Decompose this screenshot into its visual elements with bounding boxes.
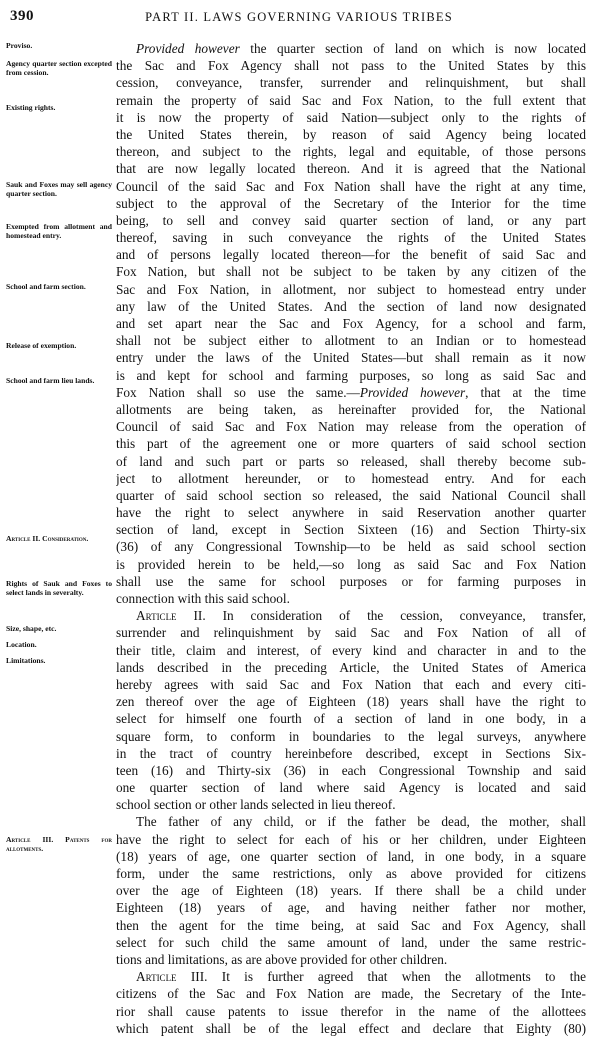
text-line: allotments are being taken, as hereinafter provided for, the National — [116, 401, 586, 417]
text-line: have the right to select anywhere in said Reservation another quarter — [116, 505, 586, 521]
text-line: Fox Nation shall so use the same.—Provided however, that at the time — [116, 384, 586, 400]
text-line: subject to the approval of the Secretary of the Interior for the time — [116, 195, 586, 211]
text-line: thereon, and subject to the rights, legal and equitable, of those persons — [116, 144, 586, 160]
proviso-lead: Provided however — [136, 41, 240, 56]
text-line: which patent shall be of the legal effect and declare that Eighty (80) — [116, 1020, 586, 1036]
text-line: of land and such part or parts so released, shall thereby become sub- — [116, 453, 586, 469]
text-line: Provided however the quarter section of land on which is now located — [136, 41, 586, 56]
running-title: PART II. LAWS GOVERNING VARIOUS TRIBES — [145, 10, 453, 24]
text-line: Sac and Fox Nation, in allotment, nor subject to homestead entry under — [116, 281, 586, 297]
margin-note: Size, shape, etc. — [6, 624, 57, 633]
body-text — [116, 40, 586, 1037]
page-number: 390 — [10, 8, 34, 24]
margin-note: Agency quarter section excepted from cession. — [6, 59, 112, 77]
text-line: Council of said Sac and Fox Nation may release from the operation of — [116, 419, 586, 435]
text-line: remain the property of said Sac and Fox Nation, to the full extent that — [116, 92, 586, 108]
text-line: quarter of said school section so released, the said National Council shall — [116, 487, 586, 503]
text-line: thereof, saving in such conveyance the rights of the United States — [116, 230, 586, 246]
text-line: is provided herein to be held,—so long as said Sac and Fox Nation — [116, 556, 586, 572]
text-line: the United States therein, by reason of said Agency being located — [116, 126, 586, 142]
margin-note: School and farm lieu lands. — [6, 376, 95, 385]
margin-note: Sauk and Foxes may sell agency quarter section. — [6, 180, 112, 198]
text-line: cession, conveyance, transfer, surrender and relinquishment, but shall — [116, 75, 586, 91]
text-line: is and kept for school and farming purposes, so long as said Sac and — [116, 367, 586, 383]
text-line: surrender and relinquishment by said Sac and Fox Nation of all of — [116, 625, 586, 641]
text-line: section of land, except in Section Sixteen (16) and Section Thirty-six — [116, 522, 586, 538]
text-line: (18) years of age, one quarter section of land, in one body, in a square — [116, 848, 586, 864]
margin-note: School and farm section. — [6, 282, 86, 291]
article-heading: Article II. — [136, 608, 206, 624]
text-line: hereby agrees with said Sac and Fox Nation that each and every citi- — [116, 676, 586, 692]
text-line: their title, claim and interest, of every kind and character in and to the — [116, 642, 586, 658]
text-line: then the agent for the time being, at said Sac and Fox Agency, shall — [116, 917, 586, 933]
margin-note: Rights of Sauk and Foxes to select lands in severalty. — [6, 579, 112, 597]
text-line: it is now the property of said Nation—subject only to the rights of — [116, 109, 586, 125]
margin-note: Exempted from allotment and homestead entry. — [6, 222, 112, 240]
text-line: the Sac and Fox Agency shall not pass to the United States by this — [116, 58, 586, 74]
text-line: rior shall cause patents to issue therefor in the name of the allottees — [116, 1003, 586, 1019]
text-line: select for such child the same amount of land, under the same restric- — [116, 934, 586, 950]
text-line: shall use the same for school purposes or for farming purposes in — [116, 573, 586, 589]
text-line: that are now legally located thereon. And it is agreed that the National — [116, 161, 586, 177]
text-line: Article II. In consideration of the cession, conveyance, transfer, — [136, 608, 586, 624]
margin-note: Release of exemption. — [6, 341, 77, 350]
text-line: select for himself one fourth of a section of land in one body, in a — [116, 711, 586, 727]
text-line: any law of the United States. And the section of land now designated — [116, 298, 586, 314]
text-line: being, to sell and convey said quarter section of land, or any part — [116, 212, 586, 228]
margin-note: Article II. Consideration. — [6, 534, 89, 543]
text-line: and of persons legally located thereon—for the benefit of said Sac and — [116, 247, 586, 263]
text-line: this part of the agreement one or more quarters of said school section — [116, 436, 586, 452]
text-line: and set apart near the Sac and Fox Agency, for a school and farm, — [116, 316, 586, 331]
margin-note: Location. — [6, 640, 37, 649]
text-line: in the tract of country hereinbefore described, except in Sections Six- — [116, 745, 586, 761]
text-line: citizens of the Sac and Fox Nation are made, the Secretary of the Inte- — [116, 986, 586, 1002]
text-line: tions and limitations, as are above provided for other children. — [116, 951, 448, 967]
text-line: entry under the laws of the United States—but shall remain as it now — [116, 350, 586, 366]
text-line: The father of any child, or if the father be dead, the mother, shall — [136, 814, 586, 830]
text-line: shall not be subject either to allotment to an Indian or to homestead — [116, 333, 586, 349]
text-line: have the right to select for each of his or her children, under Eighteen — [116, 831, 586, 847]
margin-note: Article III. Patents for allotments. — [6, 835, 112, 853]
text-line: Council of the said Sac and Fox Nation shall have the right at any time, — [116, 178, 586, 194]
text-line: one quarter section of land where said Agency is located and said — [116, 780, 586, 796]
margin-note: Existing rights. — [6, 103, 56, 112]
text-line: Eighteen (18) years of age, and having neither father nor mother, — [116, 900, 586, 916]
text-line: school section or other lands selected in lieu thereof. — [116, 797, 396, 813]
text-line: teen (16) and Thirty-six (36) in each Congressional Township and said — [116, 762, 586, 778]
article-heading: Article III. — [136, 969, 208, 985]
proviso-lead: Provided however — [359, 384, 466, 400]
margin-note: Proviso. — [6, 41, 33, 50]
text-line: form, under the same restrictions, only as above provided for citizens — [116, 866, 586, 881]
text-line: connection with this said school. — [116, 591, 290, 606]
text-line: square form, to conform in boundaries to the legal surveys, anywhere — [116, 728, 586, 744]
margin-note: Limitations. — [6, 656, 46, 665]
text-line: lands described in the preceding Article, the United States of America — [116, 659, 586, 675]
text-line: zen thereof over the age of Eighteen (18) years shall have the right to — [116, 694, 586, 710]
margin-notes — [6, 0, 112, 906]
text-line: (36) of any Congressional Township—to be held as said school section — [116, 539, 586, 555]
text-line: ject to allotment hereunder, or to homestead entry. And for each — [116, 470, 586, 486]
text-line: Article III. It is further agreed that when the allotments to the — [136, 969, 586, 985]
text-line: over the age of Eighteen (18) years. If there shall be a child under — [116, 883, 586, 899]
text-line: Fox Nation, but shall not be subject to be taken by any citizen of the — [116, 264, 586, 280]
